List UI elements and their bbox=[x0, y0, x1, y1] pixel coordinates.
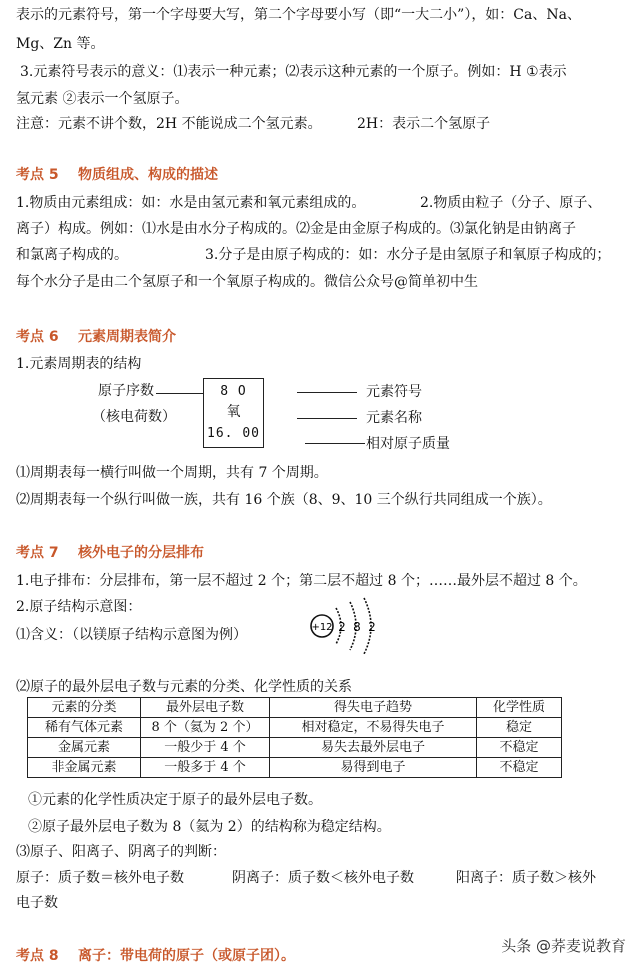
table-row bbox=[28, 758, 562, 778]
text-line: ②原子最外层电子数为 8（氦为 2）的结构称为稳定结构。 bbox=[28, 819, 391, 835]
nuclear-charge-label: （核电荷数） bbox=[92, 409, 176, 425]
table-cell: 不稳定 bbox=[477, 738, 562, 758]
atomic-number-label: 原子序数 bbox=[98, 383, 154, 399]
text-line: 注意：元素不讲个数，2H 不能说成二个氢元素。 bbox=[16, 116, 322, 132]
shell-electron-count: 8 bbox=[353, 620, 361, 634]
text-line: ⑵周期表每一个纵行叫做一族，共有 16 个族（8、9、10 三个纵行共同组成一个族）。 bbox=[16, 492, 552, 508]
table-row bbox=[28, 718, 562, 738]
section-number: 考点 5 bbox=[16, 167, 59, 183]
table-cell: 金属元素 bbox=[28, 738, 141, 758]
text-line: 原子：质子数＝核外电子数 bbox=[16, 870, 184, 886]
text-line: 1.电子排布：分层排布，第一层不超过 2 个；第二层不超过 8 个；……最外层不超过 8 个。 bbox=[16, 573, 587, 589]
watermark: 头条 @荞麦说教育 bbox=[501, 937, 626, 955]
text-line: 氢元素 ②表示一个氢原子。 bbox=[16, 91, 189, 107]
atom-structure-diagram bbox=[300, 592, 390, 662]
mass-label: 相对原子质量 bbox=[366, 436, 450, 452]
cell-atomic-mass: 16. 00 bbox=[207, 426, 260, 441]
table-row bbox=[28, 738, 562, 758]
table-cell: 8 个（氦为 2 个） bbox=[141, 718, 270, 738]
text-line: 阳离子：质子数＞核外 bbox=[456, 870, 596, 886]
text-line: ⑶原子、阳离子、阴离子的判断： bbox=[16, 844, 226, 860]
text-line: ①元素的化学性质决定于原子的最外层电子数。 bbox=[28, 792, 322, 808]
text-line: ⑵原子的最外层电子数与元素的分类、化学性质的关系 bbox=[16, 679, 352, 695]
text-line: 离子）构成。例如：⑴水是由水分子构成的。⑵金是由金原子构成的。⑶氯化钠是由钠离子 bbox=[16, 221, 576, 237]
pointer-line bbox=[297, 418, 357, 419]
relation-table bbox=[27, 697, 562, 778]
section-heading-6 bbox=[16, 327, 176, 347]
table-cell: 易失去最外层电子 bbox=[270, 738, 477, 758]
text-line: 和氯离子构成的。 bbox=[16, 247, 128, 263]
text-line: 2.原子结构示意图： bbox=[16, 599, 142, 615]
text-line: 1.元素周期表的结构 bbox=[16, 356, 142, 372]
section-title: 物质组成、构成的描述 bbox=[78, 167, 218, 183]
cell-number-symbol: 8 O bbox=[220, 384, 247, 399]
text-line: 1.物质由元素组成：如：水是由氢元素和氧元素组成的。 bbox=[16, 195, 366, 211]
text-line: ⑴含义：（以镁原子结构示意图为例） bbox=[16, 627, 247, 643]
section-title: 元素周期表简介 bbox=[78, 329, 176, 345]
table-cell: 易得到电子 bbox=[270, 758, 477, 778]
text-line: 3.分子是由原子构成的：如：水分子是由氢原子和氧原子构成的； bbox=[205, 247, 611, 263]
section-number: 考点 6 bbox=[16, 329, 59, 345]
cell-element-name: 氧 bbox=[226, 404, 241, 420]
text-line: 2H：表示二个氢原子 bbox=[357, 116, 491, 132]
section-title: 核外电子的分层排布 bbox=[78, 545, 204, 561]
pointer-line bbox=[297, 392, 357, 393]
symbol-label: 元素符号 bbox=[366, 384, 422, 400]
table-cell: 稳定 bbox=[477, 718, 562, 738]
table-cell: 不稳定 bbox=[477, 758, 562, 778]
text-line: 阴离子：质子数＜核外电子数 bbox=[232, 870, 414, 886]
table-cell: 一般多于 4 个 bbox=[141, 758, 270, 778]
section-heading-5 bbox=[16, 165, 218, 185]
text-line: 每个水分子是由二个氢原子和一个氧原子构成的。微信公众号@简单初中生 bbox=[16, 274, 478, 290]
table-header: 化学性质 bbox=[477, 698, 562, 718]
section-heading-8 bbox=[16, 946, 295, 966]
table-cell: 相对稳定，不易得失电子 bbox=[270, 718, 477, 738]
table-cell: 稀有气体元素 bbox=[28, 718, 141, 738]
section-number: 考点 8 bbox=[16, 948, 59, 964]
text-line: 2.物质由粒子（分子、原子、 bbox=[420, 195, 602, 211]
text-line: ⑴周期表每一横行叫做一个周期，共有 7 个周期。 bbox=[16, 465, 328, 481]
table-header: 元素的分类 bbox=[28, 698, 141, 718]
section-number: 考点 7 bbox=[16, 545, 59, 561]
table-cell: 非金属元素 bbox=[28, 758, 141, 778]
section-title: 离子：带电荷的原子（或原子团）。 bbox=[78, 948, 295, 964]
table-header: 得失电子趋势 bbox=[270, 698, 477, 718]
text-line: 3.元素符号表示的意义：⑴表示一种元素；⑵表示这种元素的一个原子。例如：H ①表示 bbox=[20, 64, 567, 80]
text-line: Mg、Zn 等。 bbox=[16, 36, 105, 52]
nucleus-charge: +12 bbox=[311, 622, 333, 633]
table-cell: 一般少于 4 个 bbox=[141, 738, 270, 758]
table-header-row bbox=[28, 698, 562, 718]
table-header: 最外层电子数 bbox=[141, 698, 270, 718]
name-label: 元素名称 bbox=[366, 410, 422, 426]
text-line: 电子数 bbox=[16, 895, 58, 911]
periodic-cell-oxygen bbox=[203, 378, 264, 448]
shell-electron-count: 2 bbox=[368, 620, 376, 634]
pointer-line bbox=[305, 443, 365, 444]
pointer-line bbox=[156, 393, 203, 394]
text-line: 表示的元素符号，第一个字母要大写，第二个字母要小写（即“一大二小”），如：Ca、Na、 bbox=[16, 7, 581, 23]
shell-electron-count: 2 bbox=[338, 620, 346, 634]
section-heading-7 bbox=[16, 543, 204, 563]
